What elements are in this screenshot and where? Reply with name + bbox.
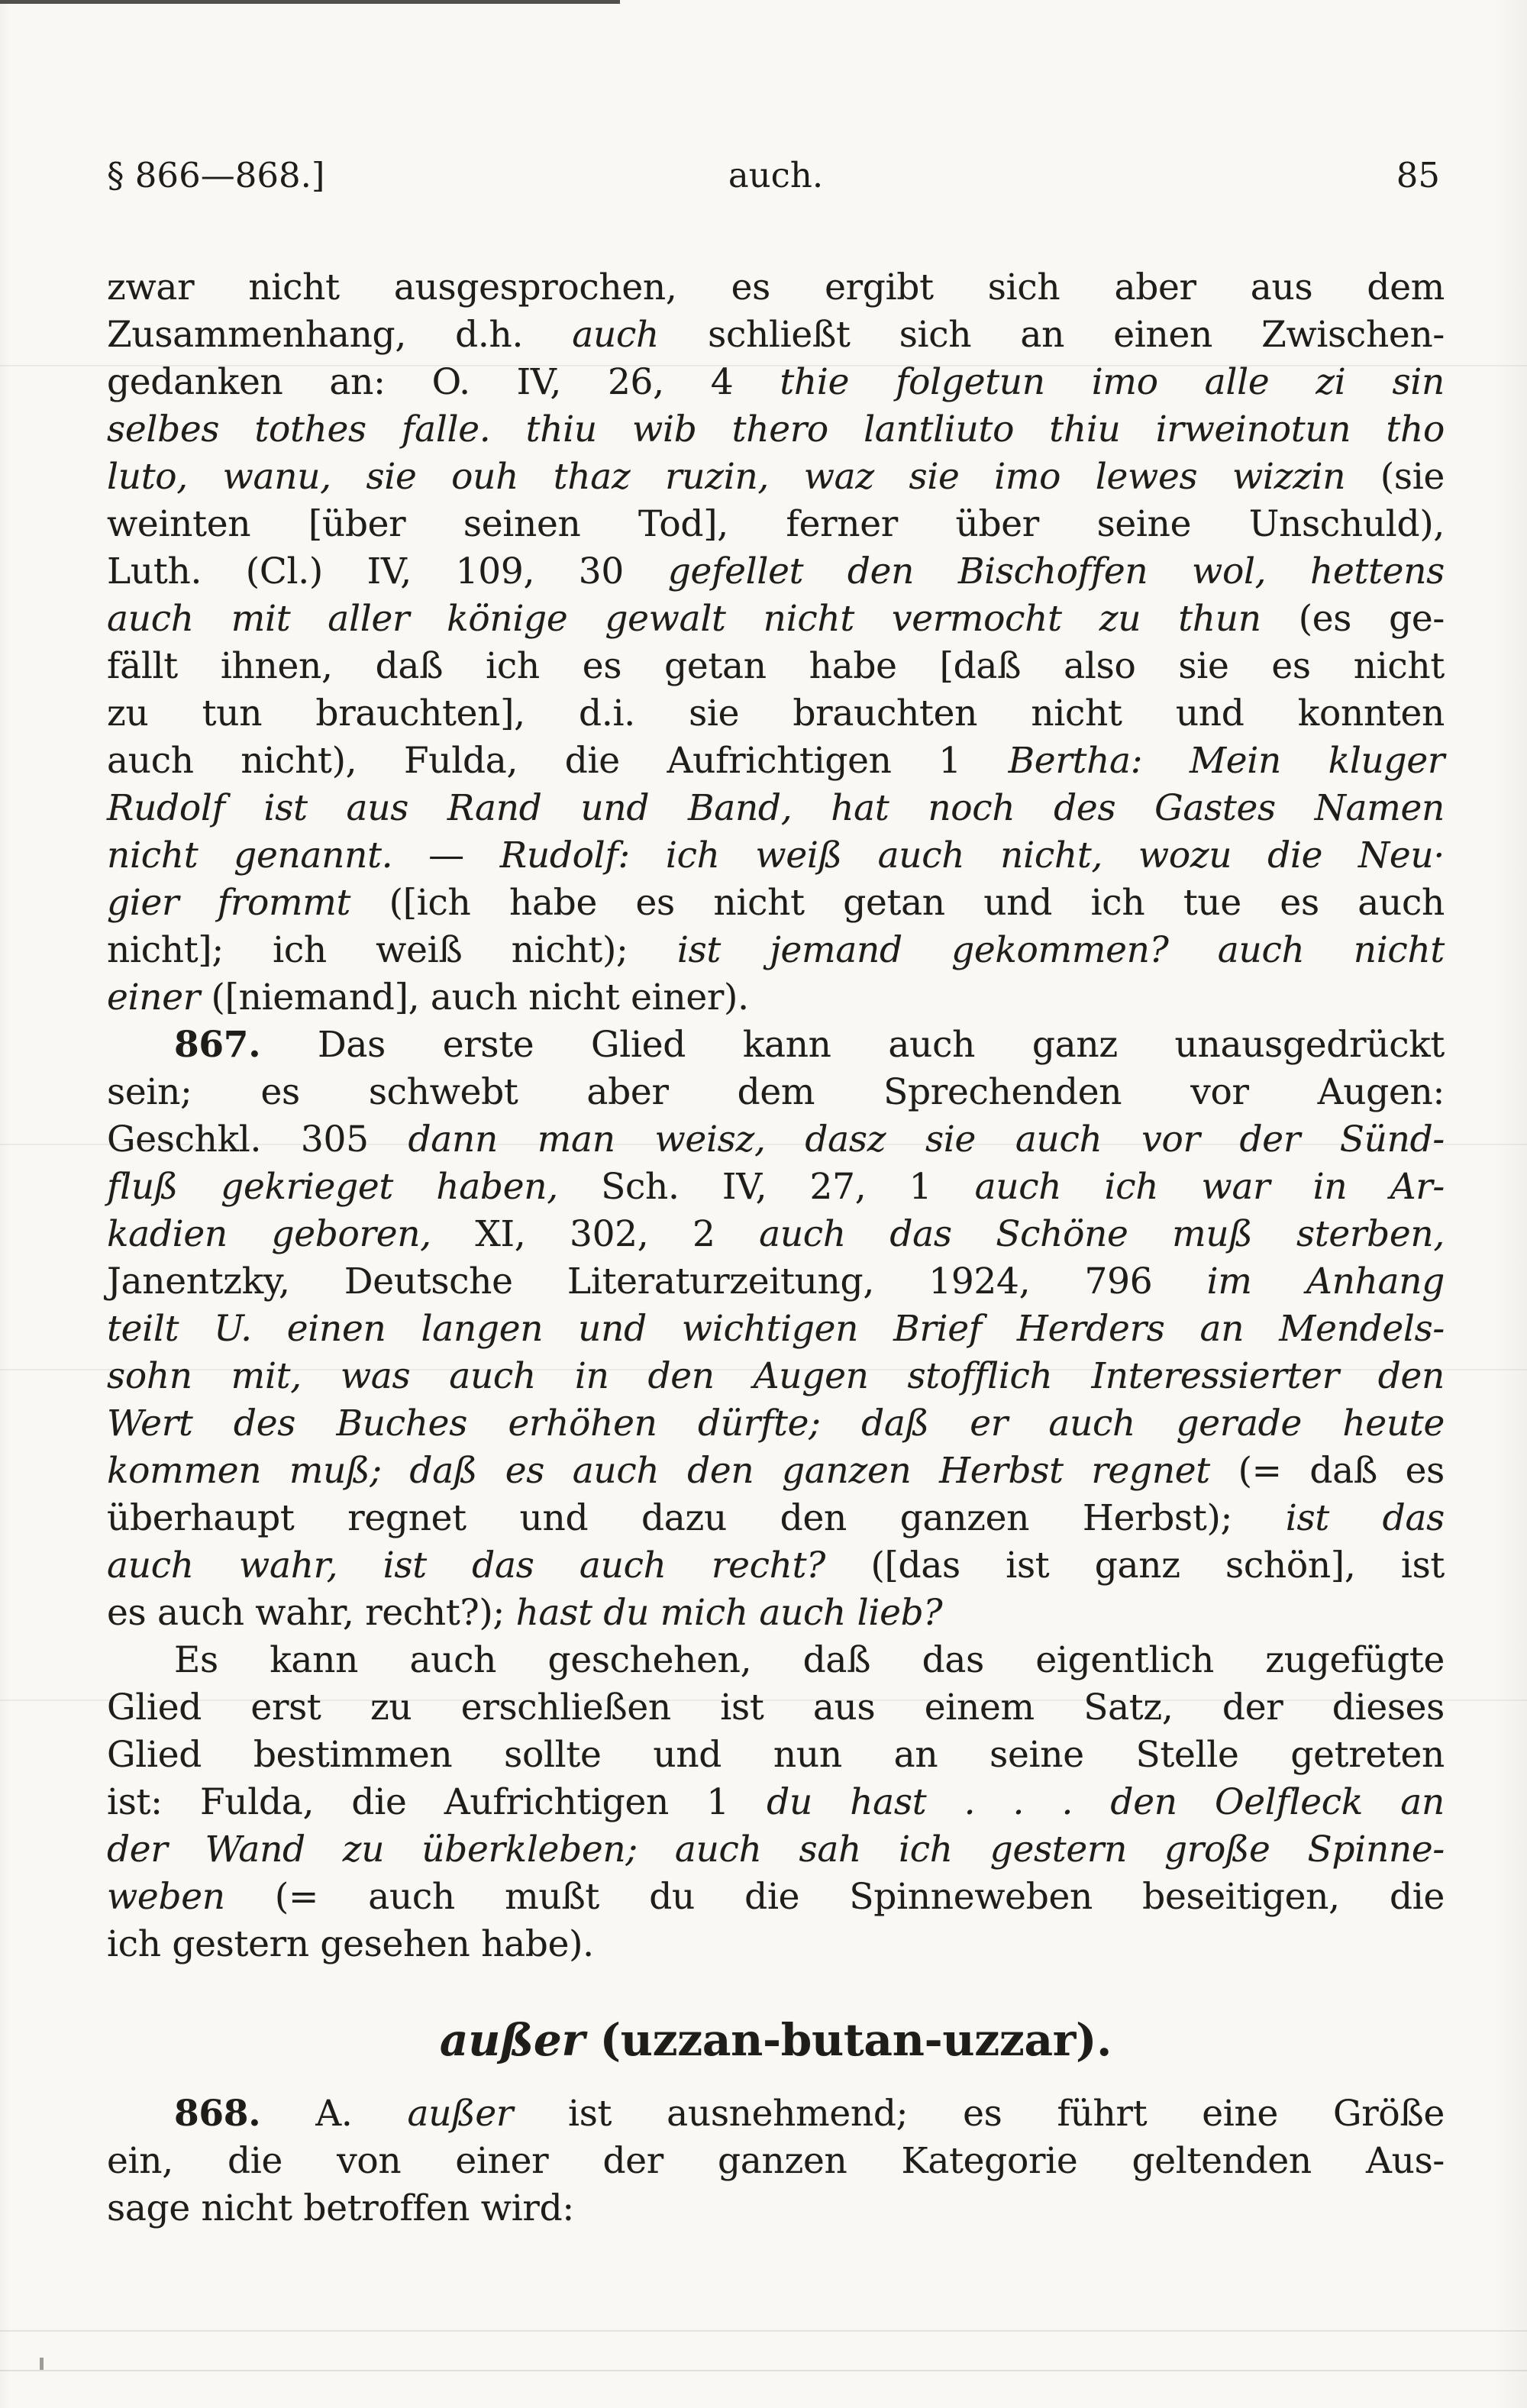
text-segment: 868. — [174, 2093, 261, 2135]
scan-edge-artifact — [0, 0, 620, 4]
text-segment: gedanken an: O. IV, 26, 4 — [107, 361, 780, 403]
text-line — [107, 832, 1445, 880]
paragraph — [107, 2090, 1445, 2232]
text-line — [107, 2090, 1445, 2138]
text-line — [107, 2138, 1445, 2185]
text-line — [107, 1400, 1445, 1448]
text-segment: Das erste Glied kann auch ganz unausgedrückt — [260, 1024, 1445, 1066]
text-segment: Glied bestimmen sollte und nun an seine Stelle getreten — [107, 1734, 1445, 1776]
text-segment: sage nicht betroffen wird: — [107, 2187, 574, 2229]
text-segment: nicht]; ich weiß nicht); — [107, 929, 677, 971]
text-segment: auch wahr, ist das auch recht? — [107, 1545, 826, 1587]
text-line — [107, 1590, 1445, 1637]
page-edge-shade — [1493, 0, 1527, 2408]
text-segment: (es ge- — [1261, 598, 1445, 640]
text-segment: 867. — [174, 1024, 261, 1066]
text-line — [107, 880, 1445, 927]
text-segment: außer — [439, 2014, 585, 2066]
text-line — [107, 1164, 1445, 1211]
text-segment: hast du mich auch lieb? — [515, 1592, 943, 1634]
text-line — [107, 1542, 1445, 1590]
text-line — [107, 1637, 1445, 1684]
text-segment: Luth. (Cl.) IV, 109, 30 — [107, 550, 668, 592]
text-segment: einer — [107, 976, 200, 1018]
text-segment: sohn mit, was auch in den Augen stofflich Interessierter den — [107, 1355, 1445, 1397]
text-line — [107, 1495, 1445, 1542]
text-segment: Wert des Buches erhöhen dürfte; daß er auch gerade heute — [107, 1403, 1445, 1444]
text-segment: ([ich habe es nicht getan und ich tue es auch — [350, 882, 1445, 924]
text-segment: im Anhang — [1206, 1260, 1445, 1302]
page-edge-shade — [0, 0, 11, 2408]
paragraph — [107, 264, 1445, 1022]
text-segment: weben — [107, 1876, 225, 1918]
text-line — [107, 927, 1445, 974]
text-line — [107, 785, 1445, 832]
text-segment: fluß gekrieget haben, — [107, 1166, 558, 1208]
text-line — [107, 738, 1445, 785]
text-segment: außer — [407, 2093, 514, 2135]
text-segment: auch ich war in Ar- — [974, 1166, 1445, 1208]
text-segment: sein; es schwebt aber dem Sprechenden vor Augen: — [107, 1071, 1445, 1113]
scanline-artifact — [0, 2370, 1527, 2371]
text-line — [107, 1069, 1445, 1116]
section-heading — [107, 2009, 1445, 2071]
text-segment: (= auch mußt du die Spinneweben beseitigen, die — [224, 1876, 1445, 1918]
text-line — [107, 2185, 1445, 2232]
text-line — [107, 548, 1445, 596]
text-segment: dann man weisz, dasz sie auch vor der Sünd- — [408, 1118, 1445, 1160]
scanline-artifact — [0, 2330, 1527, 2332]
running-title: auch. — [728, 155, 824, 195]
text-line — [107, 1921, 1445, 1968]
text-segment: auch das Schöne muß sterben, — [759, 1213, 1445, 1255]
text-segment: gefellet den Bischoffen wol, hettens — [667, 550, 1445, 592]
text-segment: auch nicht), Fulda, die Aufrichtigen 1 — [107, 740, 1009, 782]
text-segment: ist jemand gekommen? auch nicht — [676, 929, 1445, 971]
text-segment: ist ausnehmend; es führt eine Größe — [513, 2093, 1445, 2135]
text-line — [107, 1258, 1445, 1306]
text-segment: teilt U. einen langen und wichtigen Brief Herders an Mendels- — [107, 1308, 1445, 1350]
text-line — [107, 1826, 1445, 1874]
text-segment: — — [392, 834, 500, 876]
text-segment: ist: Fulda, die Aufrichtigen 1 — [107, 1781, 767, 1823]
text-line — [107, 1732, 1445, 1779]
text-segment: thie folgetun imo alle zi sin — [780, 361, 1445, 403]
text-line — [107, 1779, 1445, 1826]
text-line — [107, 1116, 1445, 1164]
text-segment: Bertha: Mein kluger — [1008, 740, 1445, 782]
page-number: 85 — [1396, 155, 1440, 195]
text-line — [107, 974, 1445, 1022]
ink-speck — [40, 2358, 44, 2370]
text-line — [107, 1448, 1445, 1495]
text-segment: (sie — [1345, 456, 1445, 498]
text-line — [107, 359, 1445, 406]
text-line — [107, 1353, 1445, 1400]
text-line — [107, 454, 1445, 501]
text-segment: kadien geboren, — [107, 1213, 431, 1255]
text-segment: Rudolf ist aus Rand und Band, hat noch des Gastes Namen — [107, 787, 1445, 829]
text-segment: zu tun brauchten], d.i. sie brauchten nicht und konnten — [107, 692, 1445, 734]
text-line — [107, 1874, 1445, 1921]
text-segment: luto, wanu, sie ouh thaz ruzin, waz sie imo lewes wizzin — [107, 456, 1346, 498]
text-segment: Es kann auch geschehen, daß das eigentlich zugefügte — [174, 1639, 1445, 1681]
text-segment: Janentzky, Deutsche Literaturzeitung, 1924, 796 — [107, 1260, 1207, 1302]
text-segment: (= daß es — [1209, 1450, 1445, 1492]
text-line — [107, 690, 1445, 738]
paragraph — [107, 1022, 1445, 1637]
text-line — [107, 1022, 1445, 1069]
text-segment: schließt sich an einen Zwischen- — [658, 314, 1445, 356]
text-line — [107, 596, 1445, 643]
text-segment: Geschkl. 305 — [107, 1118, 408, 1160]
text-line — [107, 311, 1445, 359]
text-segment: kommen muß; daß es auch den ganzen Herbst regnet — [107, 1450, 1210, 1492]
text-segment: auch — [572, 314, 659, 356]
text-segment: der Wand zu überkleben; auch sah ich gestern große Spinne- — [107, 1829, 1445, 1871]
text-segment: ([niemand], auch nicht einer). — [199, 976, 749, 1018]
text-segment: ([das ist ganz schön], ist — [825, 1545, 1445, 1587]
text-segment: du hast . . . den Oelfleck an — [767, 1781, 1445, 1823]
text-segment: (uzzan-butan-uzzar). — [584, 2014, 1112, 2066]
text-segment: Sch. IV, 27, 1 — [557, 1166, 975, 1208]
text-line — [107, 643, 1445, 690]
text-segment: gier frommt — [107, 882, 351, 924]
text-line — [107, 501, 1445, 548]
text-segment: zwar nicht ausgesprochen, es ergibt sich aber aus dem — [107, 266, 1445, 308]
running-head — [107, 153, 1445, 199]
text-segment: weinten [über seinen Tod], ferner über seine Unschuld), — [107, 503, 1445, 545]
text-line — [107, 1306, 1445, 1353]
text-line — [107, 1211, 1445, 1258]
text-body — [107, 264, 1445, 2232]
text-segment: Rudolf: ich weiß auch nicht, wozu die Neu· — [499, 834, 1445, 876]
paragraph — [107, 1637, 1445, 1968]
text-segment: fällt ihnen, daß ich es getan habe [daß also sie es nicht — [107, 645, 1445, 687]
text-line — [107, 264, 1445, 311]
text-line — [107, 406, 1445, 454]
text-segment: selbes tothes falle. thiu wib thero lantliuto thiu irweinotun tho — [107, 408, 1445, 450]
text-segment: überhaupt regnet und dazu den ganzen Herbst); — [107, 1497, 1286, 1539]
text-segment: ist das — [1285, 1497, 1445, 1539]
text-line — [107, 1684, 1445, 1732]
text-segment: auch mit aller könige gewalt nicht vermocht zu thun — [107, 598, 1261, 640]
text-segment: nicht genannt. — [107, 834, 393, 876]
text-segment: ein, die von einer der ganzen Kategorie geltenden Aus- — [107, 2140, 1445, 2182]
text-segment: A. — [260, 2093, 408, 2135]
text-segment: XI, 302, 2 — [431, 1213, 760, 1255]
text-segment: es auch wahr, recht?); — [107, 1592, 516, 1634]
text-segment: Zusammenhang, d.h. — [107, 314, 573, 356]
text-segment: ich gestern gesehen habe). — [107, 1923, 594, 1965]
text-segment: Glied erst zu erschließen ist aus einem Satz, der dieses — [107, 1687, 1445, 1729]
section-range: § 866—868.] — [107, 155, 325, 195]
